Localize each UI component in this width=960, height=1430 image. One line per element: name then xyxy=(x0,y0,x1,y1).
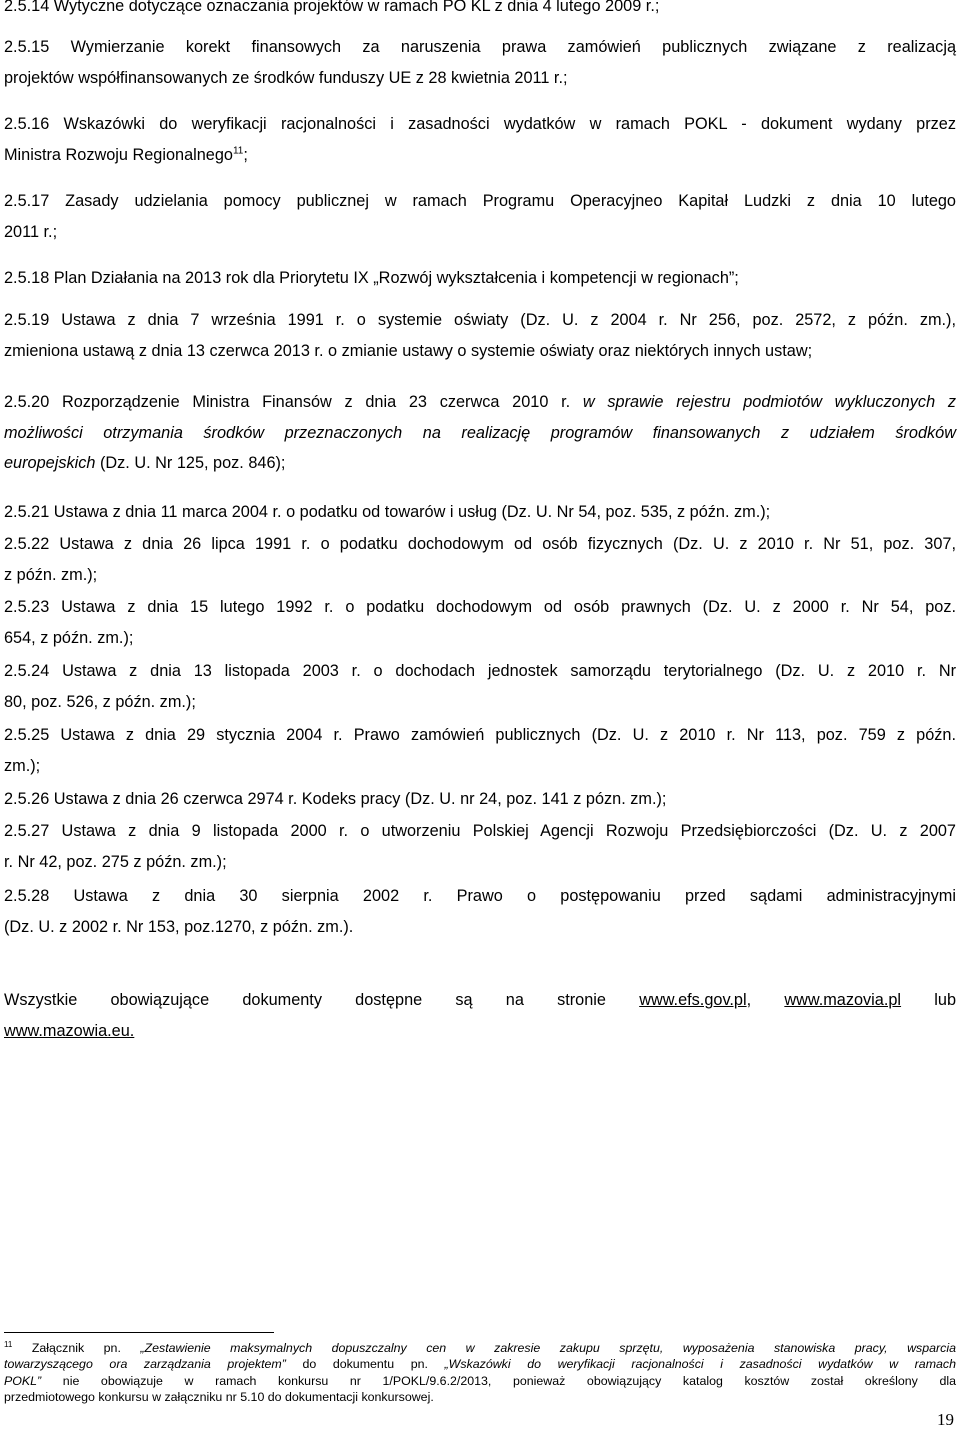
footnote-reference[interactable]: 11 xyxy=(232,145,244,157)
list-item: 2.5.15 Wymierzanie korekt finansowych za naruszenia prawa zamówień publicznych związane z realizacją projektów współfinansowanych ze środków funduszy UE z 28 kwietnia 2011 r.; xyxy=(4,38,956,87)
footnote: $^{11}$ Załącznik pn. „Zestawienie maksymalnych dopuszczalny cen w zakresie zakupu sprzętu, wyposażenia stanowiska pracy, wsparcia towarzyszącego ora zarządzania projektem” do dokumentu pn. „Wskazówki do weryfikacji racjonalności i zasadności wydatków w ramach POKL” nie obowiązuje w ramach konkursu nr 1/POKL/9.6.2/2013, ponieważ obowiązujący katalog kosztów został określony dla przedmiotowego konkursu w załączniku nr 5.10 do dokumentacji konkursowej. xyxy=(4,1339,956,1405)
page-number: 19 xyxy=(937,1410,954,1429)
list-item: 2.5.26 Ustawa z dnia 26 czerwca 2974 r. Kodeks pracy (Dz. U. nr 24, poz. 141 z pózn. zm.); xyxy=(4,790,667,808)
list-item: 2.5.28 Ustawa z dnia 30 sierpnia 2002 r. Prawo o postępowaniu przed sądami administracyjnymi (Dz. U. z 2002 r. Nr 153, poz.1270, z późn. zm.). xyxy=(4,887,956,936)
list-item: 2.5.21 Ustawa z dnia 11 marca 2004 r. o podatku od towarów i usług (Dz. U. Nr 54, poz. 535, z późn. zm.); xyxy=(4,503,771,521)
list-item: 2.5.19 Ustawa z dnia 7 września 1991 r. o systemie oświaty (Dz. U. z 2004 r. Nr 256, poz. 2572, z późn. zm.), zmieniona ustawą z dnia 13 czerwca 2013 r. o zmianie ustawy o systemie oświaty oraz niektórych innych ustaw; xyxy=(4,311,956,360)
footnote-separator xyxy=(4,1332,274,1333)
list-item: 2.5.25 Ustawa z dnia 29 stycznia 2004 r. Prawo zamówień publicznych (Dz. U. z 2010 r. Nr 113, poz. 759 z późn. zm.); xyxy=(4,726,956,775)
efs-link[interactable]: www.efs.gov.pl xyxy=(639,991,747,1009)
list-item: 2.5.18 Plan Działania na 2013 rok dla Priorytetu IX „Rozwój wykształcenia i kompetencji w regionach”; xyxy=(4,269,739,287)
list-item: 2.5.22 Ustawa z dnia 26 lipca 1991 r. o podatku dochodowym od osób fizycznych (Dz. U. z 2010 r. Nr 51, poz. 307, z późn. zm.); xyxy=(4,535,956,584)
list-item: 2.5.27 Ustawa z dnia 9 listopada 2000 r. o utworzeniu Polskiej Agencji Rozwoju Przedsiębiorczości (Dz. U. z 2007 r. Nr 42, poz. 275 z późn. zm.); xyxy=(4,822,956,871)
list-item: 2.5.17 Zasady udzielania pomocy publicznej w ramach Programu Operacyjneo Kapitał Ludzki z dnia 10 lutego 2011 r.; xyxy=(4,192,956,241)
list-item: 2.5.20 Rozporządzenie Ministra Finansów z dnia 23 czerwca 2010 r. w sprawie rejestru podmiotów wykluczonych z możliwości otrzymania środków przeznaczonych na realizację programów finansowanych z udziałem środków europejskich (Dz. U. Nr 125, poz. 846); xyxy=(4,393,956,472)
list-item: 2.5.14 Wytyczne dotyczące oznaczania projektów w ramach PO KL z dnia 4 lutego 2009 r.; xyxy=(4,0,660,15)
list-item: 2.5.24 Ustawa z dnia 13 listopada 2003 r. o dochodach jednostek samorządu terytorialnego (Dz. U. z 2010 r. Nr 80, poz. 526, z późn. zm.); xyxy=(4,662,956,711)
list-item: 2.5.23 Ustawa z dnia 15 lutego 1992 r. o podatku dochodowym od osób prawnych (Dz. U. z 2000 r. Nr 54, poz. 654, z późn. zm.); xyxy=(4,598,956,647)
list-item: 2.5.16 Wskazówki do weryfikacji racjonalności i zasadności wydatków w ramach POKL - dokument wydany przez Ministra Rozwoju Regionalnego$^{11}$; xyxy=(4,115,956,164)
closing-paragraph: Wszystkie obowiązujące dokumenty dostępne są na stronie www.efs.gov.pl, www.mazovia.pl lub www.mazowia.eu. xyxy=(4,991,957,1040)
mazowia-eu-link[interactable]: www.mazowia.eu. xyxy=(4,1021,135,1040)
mazovia-link[interactable]: www.mazovia.pl xyxy=(784,991,902,1009)
footnote-number: 11 xyxy=(4,1339,13,1349)
